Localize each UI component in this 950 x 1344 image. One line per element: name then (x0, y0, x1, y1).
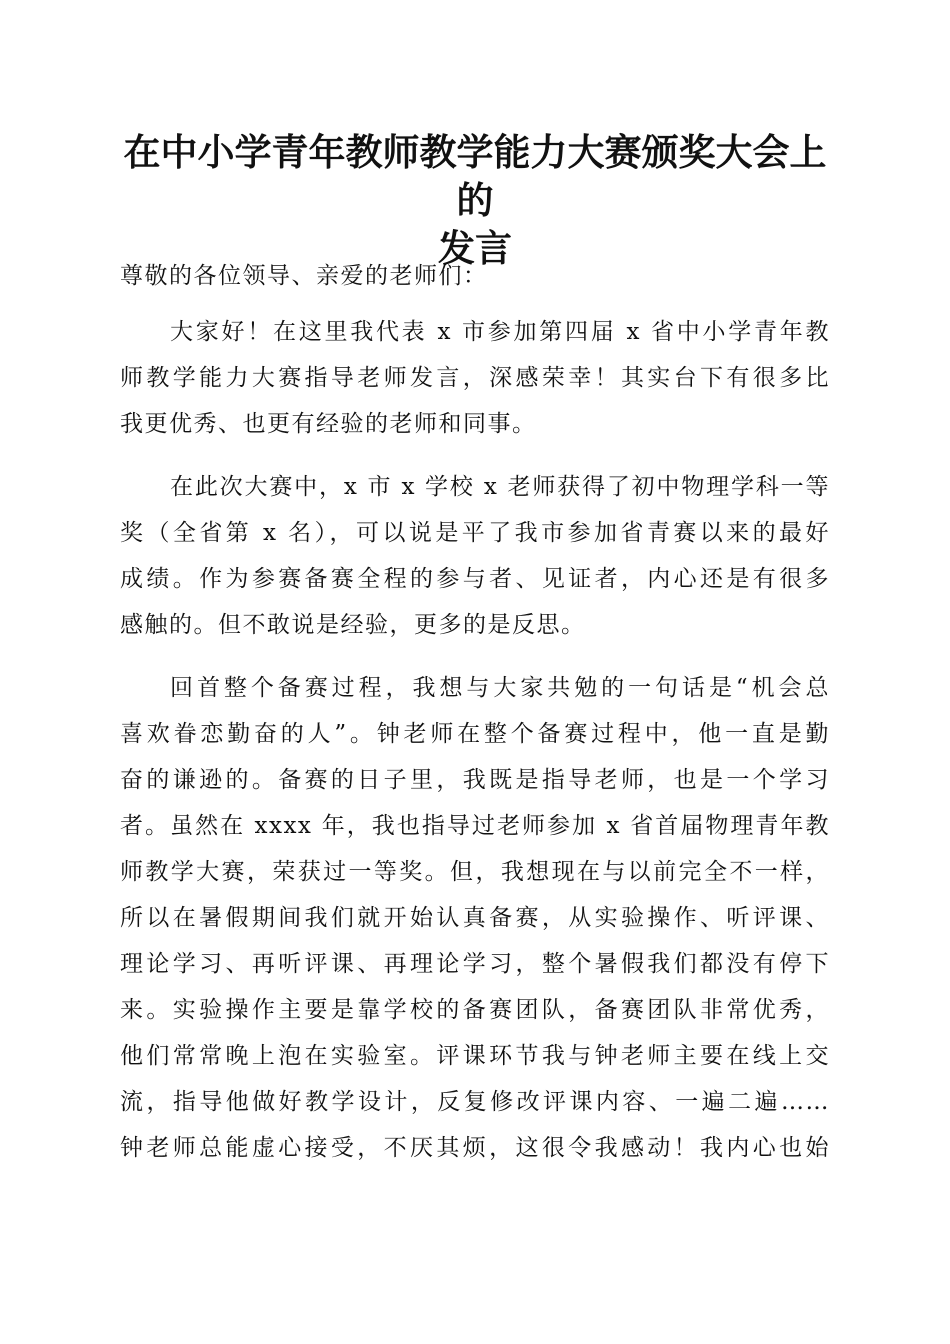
paragraph-line: 流，指导他做好教学设计，反复修改评课内容、一遍二遍…… (120, 1089, 830, 1115)
paragraph-line: 回首整个备赛过程，我想与大家共勉的一句话是“机会总 (170, 675, 830, 701)
paragraph-2 (120, 464, 830, 648)
paragraph-line: 成绩。作为参赛备赛全程的参与者、见证者，内心还是有很多 (120, 566, 830, 592)
paragraph-line: 在此次大赛中，x 市 x 学校 x 老师获得了初中物理学科一等 (170, 474, 830, 500)
title-line-2: 发言 (438, 226, 512, 270)
paragraph-line: 喜欢眷恋勤奋的人”。钟老师在整个备赛过程中，他一直是勤 (120, 721, 830, 747)
salutation: 尊敬的各位领导、亲爱的老师们： (120, 263, 488, 289)
paragraph-line: 奋的谦逊的。备赛的日子里，我既是指导老师，也是一个学习 (120, 767, 830, 793)
paragraph-line: 理论学习、再听评课、再理论学习，整个暑假我们都没有停下 (120, 951, 830, 977)
paragraph-line: 师教学大赛，荣获过一等奖。但，我想现在与以前完全不一样， (120, 859, 830, 885)
paragraph-line: 者。虽然在 xxxx 年，我也指导过老师参加 x 省首届物理青年教 (120, 813, 830, 839)
paragraph-line: 所以在暑假期间我们就开始认真备赛，从实验操作、听评课、 (120, 905, 830, 931)
paragraph-line: 奖（全省第 x 名），可以说是平了我市参加省青赛以来的最好 (120, 520, 830, 546)
paragraph-line: 感触的。但不敢说是经验，更多的是反思。 (120, 612, 586, 638)
paragraph-3 (120, 665, 830, 1171)
title-line-1: 在中小学青年教师教学能力大赛颁奖大会上的 (123, 130, 827, 222)
paragraph-line: 我更优秀、也更有经验的老师和同事。 (120, 411, 537, 437)
paragraph-1 (120, 309, 830, 447)
paragraph-line: 来。实验操作主要是靠学校的备赛团队，备赛团队非常优秀， (120, 997, 830, 1023)
document-body (120, 253, 830, 1171)
document-title (110, 128, 840, 272)
paragraph-line: 师教学能力大赛指导老师发言，深感荣幸！其实台下有很多比 (120, 365, 830, 391)
paragraph-line: 钟老师总能虚心接受，不厌其烦，这很令我感动！我内心也始 (120, 1135, 830, 1161)
paragraph-line: 大家好！在这里我代表 x 市参加第四届 x 省中小学青年教 (170, 319, 830, 345)
paragraph-line: 他们常常晚上泡在实验室。评课环节我与钟老师主要在线上交 (120, 1043, 830, 1069)
